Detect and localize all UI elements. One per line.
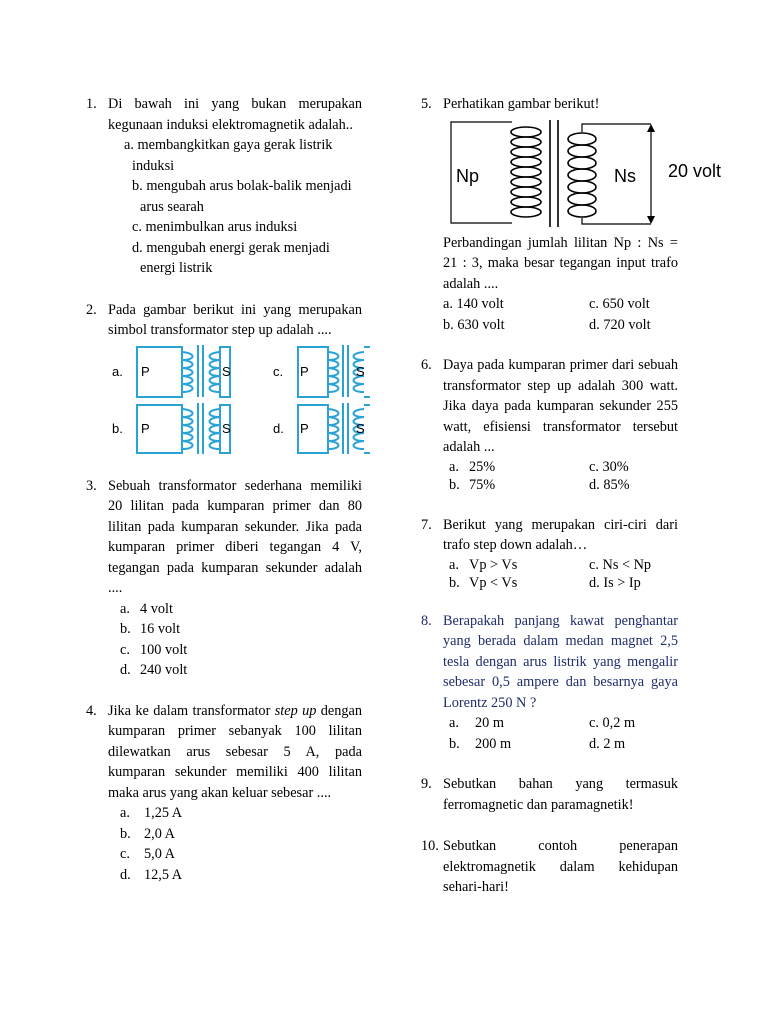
question-stem-2: Perbandingan jumlah lilitan Np : Ns = 21 : 3, maka besar tegangan input trafo adalah .... [443, 234, 678, 292]
question-number: 10. [421, 838, 439, 854]
question-number: 1. [86, 96, 97, 112]
question-stem: Di bawah ini yang bukan merupakan kegunaan induksi elektromagnetik adalah.. [108, 96, 362, 133]
option-letter: b. [112, 420, 123, 436]
option-a: a. 20 m [449, 715, 504, 731]
question-10 [421, 836, 678, 898]
secondary-label: S [356, 363, 365, 379]
option-c: c. 30% [589, 458, 629, 475]
left-column [86, 94, 365, 885]
question-3 [86, 476, 362, 681]
option-c: c. Ns < Np [589, 556, 652, 573]
question-stem: Sebutkan bahan yang termasuk ferromagnetic dan paramagnetik! [443, 776, 678, 813]
option-b: b. Vp < Vs [449, 574, 518, 591]
question-stem: Berikut yang merupakan ciri-ciri dari trafo step down adalah… [443, 516, 678, 553]
question-number: 5. [421, 96, 432, 112]
option-letter: a. [112, 363, 123, 379]
options-grid [443, 713, 678, 754]
question-number: 7. [421, 516, 432, 533]
question-7 [421, 515, 678, 592]
option-letter: c. [273, 363, 284, 379]
option-b: b. mengubah arus bolak-balik menjadi arus searah [132, 178, 352, 215]
option-d: d. 2 m [589, 735, 626, 752]
question-stem: Berapakah panjang kawat penghantar yang berada dalam medan magnet 2,5 tesla dengan arus listrik yang mengalir sebesar 0,5 ampere dan besarnya gaya Lorentz 250 N ? [443, 612, 678, 711]
option-a: a. 4 volt [120, 600, 173, 617]
option-a-symbol [112, 345, 231, 397]
question-number: 8. [421, 612, 432, 629]
transformer-symbols-figure [108, 343, 370, 455]
transformer-figure [448, 119, 722, 231]
option-c: c. 100 volt [120, 641, 188, 658]
option-d: d. 240 volt [120, 662, 188, 678]
options-list [108, 599, 362, 681]
question-9 [421, 774, 678, 815]
option-a: a. 140 volt [443, 296, 504, 312]
options-grid [443, 556, 678, 592]
secondary-coil [568, 133, 596, 217]
question-stem: Jika ke dalam transformator step up dengan kumparan primer sebanyak 100 lilitan dilewatkan arus sebesar 5 A, pada kumparan sekunder memiliki 400 lilitan maka arus yang akan keluar sebesar .... [108, 702, 363, 801]
question-8 [421, 611, 678, 755]
secondary-label: S [356, 420, 365, 436]
question-number: 9. [421, 776, 432, 792]
option-d: d. mengubah energi gerak menjadi energi listrik [132, 239, 330, 276]
option-a: a. 25% [449, 458, 496, 475]
option-c: c. menimbulkan arus induksi [132, 219, 298, 235]
secondary-label: S [222, 363, 231, 379]
option-b: b. 630 volt [443, 316, 505, 333]
voltage-label: 20 volt [668, 160, 722, 181]
option-a: a. 1,25 A [120, 805, 183, 821]
primary-label: P [141, 363, 150, 379]
options-grid [443, 294, 678, 335]
option-a: a. Vp > Vs [449, 556, 518, 573]
question-stem: Sebutkan contoh penerapan elektromagnetik dalam kehidupan sehari-hari! [443, 838, 678, 895]
option-d-symbol [273, 403, 370, 454]
options-grid [443, 458, 678, 494]
option-b: b. 200 m [449, 735, 512, 752]
question-stem: Sebuah transformator sederhana memiliki 20 lilitan pada kumparan primer dan 80 lilitan pada kumparan sekunder. Jika pada kumparan primer diberi tegangan 4 V, tegangan pada kumparan sekunder adalah .... [108, 477, 362, 596]
primary-coil [511, 127, 541, 217]
option-d: d. 720 volt [589, 316, 651, 333]
np-label: Np [456, 165, 480, 186]
ns-label: Ns [614, 165, 636, 186]
option-c: c. 5,0 A [120, 846, 175, 862]
option-b: b. 16 volt [120, 621, 181, 637]
question-number: 2. [86, 301, 97, 318]
option-c: c. 650 volt [589, 296, 650, 312]
question-2 [86, 300, 365, 455]
question-4 [86, 701, 362, 886]
question-1 [86, 94, 362, 279]
question-stem: Pada gambar berikut ini yang merupakan simbol transformator step up adalah .... [108, 301, 362, 338]
options-list [108, 135, 362, 279]
primary-label: P [141, 420, 150, 436]
option-b: b. 2,0 A [120, 825, 175, 842]
option-a: a. membangkitkan gaya gerak listrik induksi [124, 137, 333, 174]
question-6 [421, 355, 678, 494]
right-column [421, 94, 722, 898]
question-stem: Perhatikan gambar berikut! [443, 96, 600, 112]
options-list [108, 803, 362, 885]
option-b-symbol [112, 403, 231, 454]
question-5 [421, 94, 722, 335]
question-number: 3. [86, 477, 97, 494]
question-number: 6. [421, 357, 432, 373]
option-letter: d. [273, 420, 284, 436]
option-c-symbol [273, 345, 370, 397]
option-b: b. 75% [449, 476, 496, 493]
option-d: d. 12,5 A [120, 866, 183, 883]
question-number: 4. [86, 702, 97, 719]
option-c: c. 0,2 m [589, 715, 636, 731]
secondary-label: S [222, 420, 231, 436]
option-d: d. Is > Ip [589, 574, 641, 591]
option-d: d. 85% [589, 476, 630, 493]
primary-label: P [300, 420, 309, 436]
question-stem: Daya pada kumparan primer dari sebuah transformator step up adalah 300 watt. Jika daya pada kumparan sekunder 255 watt, efisiensi transformator tersebut adalah ... [443, 357, 678, 455]
primary-label: P [300, 363, 309, 379]
